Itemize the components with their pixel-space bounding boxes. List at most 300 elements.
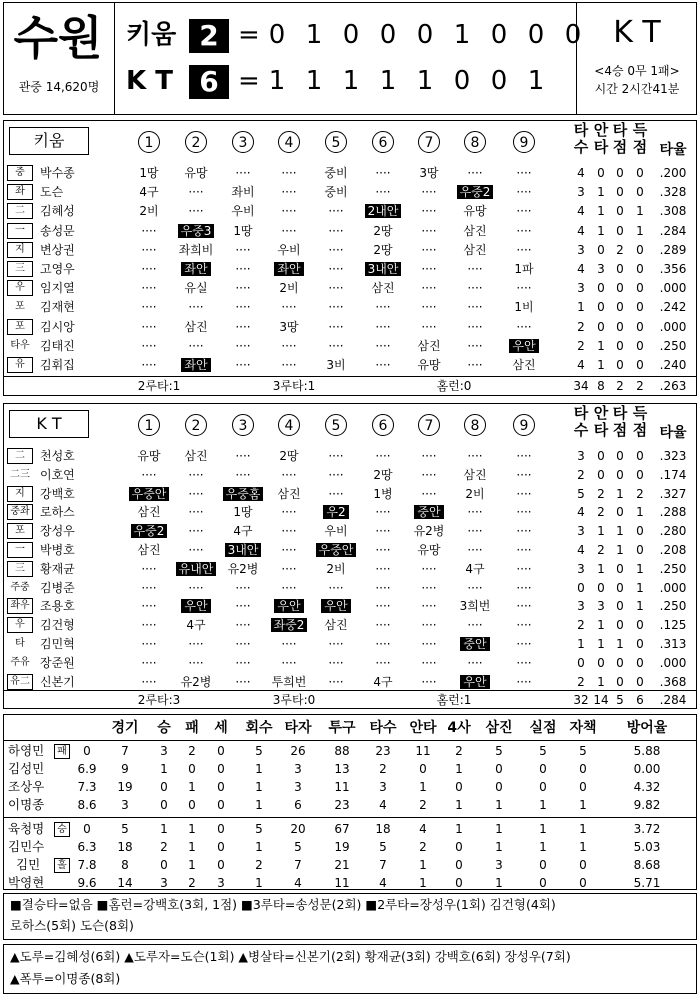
- hit-result: 우중홈: [223, 487, 264, 501]
- away_batting-row-6-stat-1: 0: [597, 281, 605, 296]
- inning-2-header: 2: [185, 414, 207, 436]
- at-bat-result: 삼진: [277, 486, 301, 501]
- home_batting-row-8-avg: .250: [659, 599, 687, 614]
- home-team-name: K T: [126, 66, 173, 96]
- home-total-score: 6: [189, 65, 229, 99]
- at-bat-result: 2땅: [279, 449, 299, 463]
- hit-result: 2내안: [365, 204, 402, 218]
- away_batting-row-3-stat-0: 4: [577, 223, 585, 238]
- home_batting-row-5-inning-4: [266, 542, 312, 558]
- inning-6-header: 6: [372, 414, 394, 436]
- away_batting-row-4-inning-1: [126, 242, 172, 258]
- home_batting-row-2-inning-9: [501, 486, 547, 502]
- at-bat-result: ····: [141, 637, 157, 651]
- at-bat-result: ····: [375, 618, 391, 633]
- at-bat-result: 삼진: [417, 338, 441, 353]
- stat-header-bottom-3: 점: [632, 138, 648, 156]
- away_batting-row-1-inning-4: [266, 184, 312, 200]
- at-bat-result: ····: [141, 561, 157, 576]
- inning-6-header: 6: [372, 131, 394, 153]
- pitcher-1-2-stat-6: 21: [334, 858, 350, 872]
- away_batting-row-3-inning-7: [406, 223, 452, 239]
- away_batting-row-8-stat-3: 0: [636, 319, 644, 334]
- at-bat-result: ····: [516, 281, 532, 296]
- away_batting-row-2-avg: .308: [659, 204, 687, 219]
- home_batting-row-5-inning-7: [406, 542, 452, 558]
- pitcher-1-3-stat-11: 0: [539, 876, 547, 890]
- home_batting-row-9-inning-5: [313, 617, 359, 633]
- away_batting-row-1-inning-1: [126, 184, 172, 200]
- home_batting-row-12-inning-9: [501, 674, 547, 690]
- home_batting-row-6-inning-8: [452, 561, 498, 577]
- pitcher-0-1-prev-era: 6.9: [77, 762, 97, 776]
- at-bat-result: ····: [141, 338, 157, 353]
- away_batting-row-0-inning-6: [360, 165, 406, 181]
- home_batting-row-2-inning-8: [452, 486, 498, 502]
- at-bat-result: 4구: [465, 561, 485, 576]
- at-bat-result: ····: [188, 300, 204, 315]
- away_batting-row-8-inning-3: [220, 319, 266, 335]
- home_batting-row-9-inning-1: [126, 617, 172, 633]
- home_batting-row-10-stat-3: 0: [636, 637, 644, 651]
- away_batting-row-4-stat-1: 0: [597, 242, 605, 257]
- hit-result: 중안: [414, 505, 443, 519]
- pitcher-1-3-stat-5: 4: [294, 876, 302, 890]
- home-triples-total: 3루타:0: [272, 693, 316, 707]
- stat-header-top-2: 타: [612, 121, 628, 139]
- pitcher-1-3-stat-7: 4: [379, 876, 387, 890]
- pitcher-1-3-stat-0: 14: [117, 876, 133, 890]
- pitcher-0-3-stat-4: 1: [255, 798, 263, 812]
- away_batting-row-9-stat-2: 0: [616, 338, 624, 353]
- pitcher-0-2-stat-13: 4.32: [633, 780, 661, 794]
- pitcher-0-1-stat-5: 3: [294, 762, 302, 776]
- away_batting-row-7-inning-6: [360, 299, 406, 315]
- away_batting-row-4-inning-2: [173, 242, 219, 258]
- at-bat-result: ····: [421, 599, 437, 614]
- home_batting-row-4-inning-2: [173, 523, 219, 539]
- home_batting-row-12-stat-2: 0: [616, 674, 624, 689]
- at-bat-result: ····: [467, 543, 483, 557]
- at-bat-result: ····: [467, 505, 483, 520]
- away_batting-row-3-position: 一: [7, 223, 33, 239]
- home_batting-row-2-inning-4: [266, 486, 312, 502]
- at-bat-result: ····: [421, 580, 437, 595]
- at-bat-result: ····: [516, 449, 532, 463]
- at-bat-result: ····: [375, 338, 391, 353]
- away-inning-3-runs: 0: [342, 20, 360, 50]
- at-bat-result: ····: [141, 618, 157, 633]
- home_batting-row-2-stat-1: 2: [597, 486, 605, 501]
- pitcher-1-0-decision-badge: 승: [54, 822, 70, 837]
- away_batting-row-5-inning-3: [220, 261, 266, 277]
- pitcher-0-3-stat-10: 1: [495, 798, 503, 812]
- away_batting-row-5-inning-6: [360, 261, 406, 277]
- away_batting-row-8-inning-4: [266, 319, 312, 335]
- pitcher-1-3-stat-6: 11: [334, 876, 350, 890]
- at-bat-result: ····: [141, 242, 157, 257]
- pitcher-0-2-stat-10: 0: [495, 780, 503, 794]
- home_batting-row-10-inning-7: [406, 636, 452, 652]
- away_batting-row-9-inning-7: [406, 338, 452, 354]
- at-bat-result: ····: [281, 524, 297, 539]
- away_batting-row-4-stat-3: 0: [636, 242, 644, 257]
- at-bat-result: ····: [421, 185, 437, 200]
- at-bat-result: ····: [375, 637, 391, 651]
- home_batting-row-3-inning-5: [313, 504, 359, 520]
- away_batting-row-2-inning-5: [313, 203, 359, 219]
- home_batting-row-10-position: 타: [15, 638, 25, 649]
- at-bat-result: ····: [235, 580, 251, 595]
- away-batting-box: [3, 120, 697, 396]
- away-triples-total: 3루타:1: [272, 379, 316, 393]
- at-bat-result: ····: [235, 618, 251, 633]
- home_batting-row-12-inning-8: [452, 674, 498, 690]
- home_batting-row-8-inning-7: [406, 598, 452, 614]
- away_batting-row-6-player: 임지열: [40, 281, 75, 296]
- away_batting-row-5-player: 고영우: [40, 262, 75, 276]
- hit-result: 우중3: [178, 224, 215, 238]
- home-eq-sign: =: [238, 66, 260, 96]
- away_batting-row-1-avg: .328: [659, 185, 687, 200]
- at-bat-result: ····: [188, 338, 204, 353]
- hit-result: 우안: [321, 599, 350, 613]
- at-bat-result: ····: [281, 580, 297, 595]
- away_batting-row-7-inning-7: [406, 299, 452, 315]
- pitcher-0-0-stat-11: 5: [539, 744, 547, 758]
- home_batting-row-4-inning-3: [220, 523, 266, 539]
- hit-result: 우안: [509, 339, 538, 353]
- at-bat-result: 삼진: [137, 543, 161, 557]
- at-bat-result: 1땅: [233, 505, 253, 520]
- pitching-box: [3, 714, 697, 890]
- away_batting-row-10-inning-9: [501, 357, 547, 373]
- pitcher-0-1-stat-9: 1: [455, 762, 463, 776]
- at-bat-result: ····: [281, 185, 297, 200]
- away_batting-row-5-stat-1: 3: [597, 262, 605, 276]
- pitching-header-3: 세: [214, 720, 228, 736]
- pitcher-1-0-name: 육청명: [8, 821, 45, 836]
- pitcher-1-3-stat-10: 1: [495, 876, 503, 890]
- home-inning-7-runs: 0: [490, 66, 508, 96]
- away_batting-row-2-position: 二: [7, 203, 33, 219]
- away_batting-row-6-inning-8: [452, 280, 498, 296]
- home_batting-row-10-stat-0: 1: [577, 637, 585, 651]
- away_batting-row-4-inning-5: [313, 242, 359, 258]
- pitching-header-4: 회수: [245, 720, 273, 736]
- pitcher-0-3-stat-6: 23: [334, 798, 350, 812]
- away_batting-row-8-position: 포: [7, 319, 33, 335]
- pitcher-1-2-stat-2: 1: [188, 858, 196, 872]
- away_batting-row-10-inning-3: [220, 357, 266, 373]
- away_batting-row-7-inning-1: [126, 299, 172, 315]
- pitcher-1-1-name: 김민수: [8, 839, 45, 854]
- pitcher-0-3-stat-11: 1: [539, 798, 547, 812]
- at-bat-result: ····: [421, 300, 437, 315]
- away_batting-row-5-inning-5: [313, 261, 359, 277]
- home_batting-row-4-stat-2: 1: [616, 524, 624, 539]
- at-bat-result: ····: [421, 561, 437, 576]
- away_batting-row-1-stat-1: 1: [597, 185, 605, 200]
- away_batting-row-3-player: 송성문: [40, 223, 75, 238]
- hit-result: 우안: [460, 675, 489, 689]
- home_batting-row-4-inning-4: [266, 523, 312, 539]
- pitcher-0-3-stat-12: 1: [579, 798, 587, 812]
- away_batting-row-9-inning-4: [266, 338, 312, 354]
- away_batting-row-2-stat-1: 1: [597, 204, 605, 219]
- home_batting-row-1-inning-6: [360, 467, 406, 483]
- hit-result: 좌안: [274, 262, 303, 276]
- at-bat-result: ····: [467, 262, 483, 276]
- at-bat-result: ····: [141, 580, 157, 595]
- away_batting-row-0-inning-3: [220, 165, 266, 181]
- at-bat-result: ····: [141, 467, 157, 482]
- pitcher-0-3-stat-7: 4: [379, 798, 387, 812]
- pitcher-1-2-stat-0: 8: [121, 858, 129, 872]
- away_batting-row-0-inning-7: [406, 165, 452, 181]
- home_batting-row-6-stat-1: 1: [597, 561, 605, 576]
- home_batting-row-8-inning-1: [126, 598, 172, 614]
- home_batting-row-9-inning-3: [220, 617, 266, 633]
- game-duration: 시간 2시간41분: [594, 82, 680, 96]
- away_batting-row-9-stat-0: 2: [577, 338, 585, 353]
- away_batting-row-3-inning-5: [313, 223, 359, 239]
- inning-2-header: 2: [185, 131, 207, 153]
- away_batting-row-6-inning-7: [406, 280, 452, 296]
- away_batting-row-7-inning-9: [501, 299, 547, 315]
- at-bat-result: 삼진: [371, 281, 395, 296]
- at-bat-result: 1병: [373, 486, 393, 501]
- home_batting-row-3-inning-7: [406, 504, 452, 520]
- inning-9-header: 9: [513, 131, 535, 153]
- at-bat-result: ····: [141, 300, 157, 315]
- home_batting-row-9-inning-7: [406, 617, 452, 633]
- at-bat-result: ····: [375, 185, 391, 200]
- at-bat-result: ····: [141, 599, 157, 614]
- avg-header: 타율: [659, 142, 687, 158]
- home-inning-4-runs: 1: [379, 66, 397, 96]
- away-inning-6-runs: 1: [453, 20, 471, 50]
- inning-8-header: 8: [464, 131, 486, 153]
- home_batting-row-0-avg: .323: [659, 449, 687, 463]
- away_batting-row-3-inning-2: [173, 223, 219, 239]
- at-bat-result: 2비: [326, 561, 346, 576]
- pitcher-1-2-decision-badge: 홀: [54, 858, 70, 873]
- home_batting-row-6-stat-3: 1: [636, 561, 644, 576]
- pitcher-0-0-stat-7: 23: [375, 744, 391, 758]
- at-bat-result: 유땅: [463, 204, 487, 219]
- home_batting-row-6-player: 황재균: [40, 561, 75, 576]
- at-bat-result: ····: [328, 580, 344, 595]
- away_batting-row-5-inning-1: [126, 261, 172, 277]
- pitcher-1-1-stat-1: 2: [160, 840, 168, 854]
- away_batting-row-3-avg: .284: [659, 223, 687, 238]
- home_batting-row-5-stat-3: 0: [636, 543, 644, 557]
- home_batting-total-1: 14: [593, 693, 609, 707]
- pitcher-0-2-stat-3: 0: [217, 780, 225, 794]
- away_batting-row-2-inning-9: [501, 203, 547, 219]
- away_batting-row-5-position: 三: [7, 261, 33, 277]
- home-inning-2-runs: 1: [305, 66, 323, 96]
- home_batting-row-5-inning-8: [452, 542, 498, 558]
- notes-line-4: ▲폭투=이명종(8회): [10, 971, 121, 986]
- home_batting-row-11-stat-0: 0: [577, 655, 585, 670]
- pitcher-0-2-stat-1: 0: [160, 780, 168, 794]
- home_batting-row-3-stat-2: 0: [616, 505, 624, 520]
- pitcher-0-2-stat-2: 1: [188, 780, 196, 794]
- away_batting-row-6-stat-0: 3: [577, 281, 585, 296]
- at-bat-result: ····: [281, 204, 297, 219]
- home_batting-row-8-inning-9: [501, 598, 547, 614]
- at-bat-result: ····: [516, 674, 532, 689]
- away_batting-row-3-stat-1: 1: [597, 223, 605, 238]
- at-bat-result: ····: [281, 166, 297, 180]
- pitcher-0-0-stat-2: 2: [188, 744, 196, 758]
- home_batting-row-1-avg: .174: [659, 467, 687, 482]
- hit-result: 우중2: [131, 524, 168, 538]
- home_batting-row-2-inning-6: [360, 486, 406, 502]
- at-bat-result: ····: [141, 223, 157, 238]
- at-bat-result: ····: [375, 449, 391, 463]
- away_batting-row-10-inning-1: [126, 357, 172, 373]
- away_batting-row-3-inning-6: [360, 223, 406, 239]
- away-inning-9-runs: 0: [564, 20, 582, 50]
- away_batting-total-1: 8: [597, 379, 605, 393]
- pitcher-0-2-stat-4: 1: [255, 780, 263, 794]
- notes-line-3: ▲도루=김혜성(6회) ▲도루자=도슨(1회) ▲병살타=신본기(2회) 황재균(3회) 강백호(6회) 장성우(7회): [10, 949, 571, 964]
- away-inning-1-runs: 0: [268, 20, 286, 50]
- notes-line-2: 로하스(5회) 도슨(8회): [10, 918, 134, 933]
- away_batting-row-4-stat-0: 3: [577, 242, 585, 257]
- away_batting-row-9-avg: .250: [659, 338, 687, 353]
- away_batting-row-10-stat-0: 4: [577, 358, 585, 372]
- pitcher-1-0-stat-3: 0: [217, 822, 225, 836]
- at-bat-result: ····: [516, 655, 532, 670]
- at-bat-result: ····: [375, 561, 391, 576]
- home_batting-row-8-stat-1: 3: [597, 599, 605, 614]
- at-bat-result: ····: [188, 185, 204, 200]
- away_batting-total-avg: .263: [659, 379, 687, 393]
- venue-title: 수원: [13, 11, 103, 65]
- away_batting-row-2-inning-6: [360, 203, 406, 219]
- at-bat-result: ····: [467, 580, 483, 595]
- away_batting-row-8-stat-0: 2: [577, 319, 585, 334]
- home_batting-row-4-position: 포: [7, 523, 33, 539]
- at-bat-result: 삼진: [463, 223, 487, 238]
- away_batting-row-9-inning-9: [501, 338, 547, 354]
- stat-header-bottom-2: 점: [612, 138, 628, 156]
- at-bat-result: 삼진: [324, 618, 348, 633]
- home_batting-row-1-inning-3: [220, 467, 266, 483]
- pitcher-0-2-stat-11: 0: [539, 780, 547, 794]
- home_batting-row-5-inning-6: [360, 542, 406, 558]
- away_batting-row-8-inning-1: [126, 319, 172, 335]
- at-bat-result: 삼진: [184, 319, 208, 334]
- at-bat-result: ····: [375, 505, 391, 520]
- home_batting-row-11-player: 장준원: [40, 655, 75, 670]
- home_batting-row-5-inning-1: [126, 542, 172, 558]
- pitcher-1-1-stat-3: 0: [217, 840, 225, 854]
- away_batting-row-0-inning-8: [452, 165, 498, 181]
- away_batting-row-1-inning-7: [406, 184, 452, 200]
- home_batting-row-11-avg: .000: [659, 655, 687, 670]
- away_batting-row-4-position: 지: [7, 242, 33, 258]
- inning-1-header: 1: [138, 414, 160, 436]
- home_batting-row-5-inning-9: [501, 542, 547, 558]
- pitcher-1-2-stat-10: 3: [495, 858, 503, 872]
- home_batting-row-0-inning-6: [360, 448, 406, 464]
- pitcher-1-2-stat-3: 0: [217, 858, 225, 872]
- home_batting-row-3-inning-8: [452, 504, 498, 520]
- home_batting-row-0-inning-3: [220, 448, 266, 464]
- at-bat-result: 2비: [279, 281, 299, 296]
- at-bat-result: ····: [281, 543, 297, 557]
- stat-header-top-2: 타: [612, 404, 628, 422]
- at-bat-result: 좌비: [231, 185, 255, 200]
- home_batting-row-12-stat-0: 2: [577, 674, 585, 689]
- pitcher-1-2-stat-8: 1: [419, 858, 427, 872]
- pitching-header-6: 투구: [328, 720, 356, 736]
- home_batting-row-7-inning-8: [452, 580, 498, 596]
- hit-result: 좌안: [181, 262, 210, 276]
- home_batting-row-10-inning-1: [126, 636, 172, 652]
- home_batting-row-0-inning-5: [313, 448, 359, 464]
- away-total-score: 2: [189, 19, 229, 53]
- home_batting-row-7-inning-6: [360, 580, 406, 596]
- away_batting-row-4-avg: .289: [659, 242, 687, 257]
- home_batting-row-6-inning-9: [501, 561, 547, 577]
- away_batting-row-0-inning-9: [501, 165, 547, 181]
- away_batting-row-8-inning-2: [173, 319, 219, 335]
- home_batting-row-2-stat-0: 5: [577, 486, 585, 501]
- at-bat-result: ····: [467, 319, 483, 334]
- away_batting-row-8-stat-1: 0: [597, 319, 605, 334]
- hit-result: 좌안: [181, 358, 210, 372]
- away_batting-row-1-inning-5: [313, 184, 359, 200]
- at-bat-result: ····: [235, 449, 251, 463]
- pitcher-1-0-stat-1: 1: [160, 822, 168, 836]
- pitcher-1-3-name: 박영현: [8, 875, 45, 890]
- at-bat-result: ····: [421, 467, 437, 482]
- away_batting-row-10-stat-1: 1: [597, 358, 605, 372]
- pitcher-1-1-stat-9: 0: [455, 840, 463, 854]
- away_batting-row-4-inning-3: [220, 242, 266, 258]
- home_batting-row-3-inning-3: [220, 504, 266, 520]
- at-bat-result: 4구: [373, 674, 393, 689]
- at-bat-result: ····: [281, 637, 297, 651]
- at-bat-result: ····: [281, 223, 297, 238]
- pitcher-1-2-stat-11: 0: [539, 858, 547, 872]
- at-bat-result: 3땅: [419, 166, 439, 180]
- home_batting-row-12-stat-3: 0: [636, 674, 644, 689]
- at-bat-result: ····: [328, 204, 344, 219]
- home_batting-row-8-stat-3: 1: [636, 599, 644, 614]
- at-bat-result: 3비: [326, 358, 346, 372]
- home_batting-row-1-player: 이호연: [40, 467, 75, 482]
- pitcher-0-1-stat-6: 13: [334, 762, 350, 776]
- pitcher-1-1-stat-10: 1: [495, 840, 503, 854]
- away_batting-row-5-stat-2: 0: [616, 262, 624, 276]
- hit-result: 우안: [181, 599, 210, 613]
- away_batting-row-8-stat-2: 0: [616, 319, 624, 334]
- at-bat-result: ····: [421, 319, 437, 334]
- at-bat-result: ····: [188, 505, 204, 520]
- home_batting-row-0-inning-1: [126, 448, 172, 464]
- home_batting-row-6-inning-4: [266, 561, 312, 577]
- running-notes: [3, 944, 697, 994]
- home_batting-row-0-inning-4: [266, 448, 312, 464]
- home_batting-row-3-inning-4: [266, 504, 312, 520]
